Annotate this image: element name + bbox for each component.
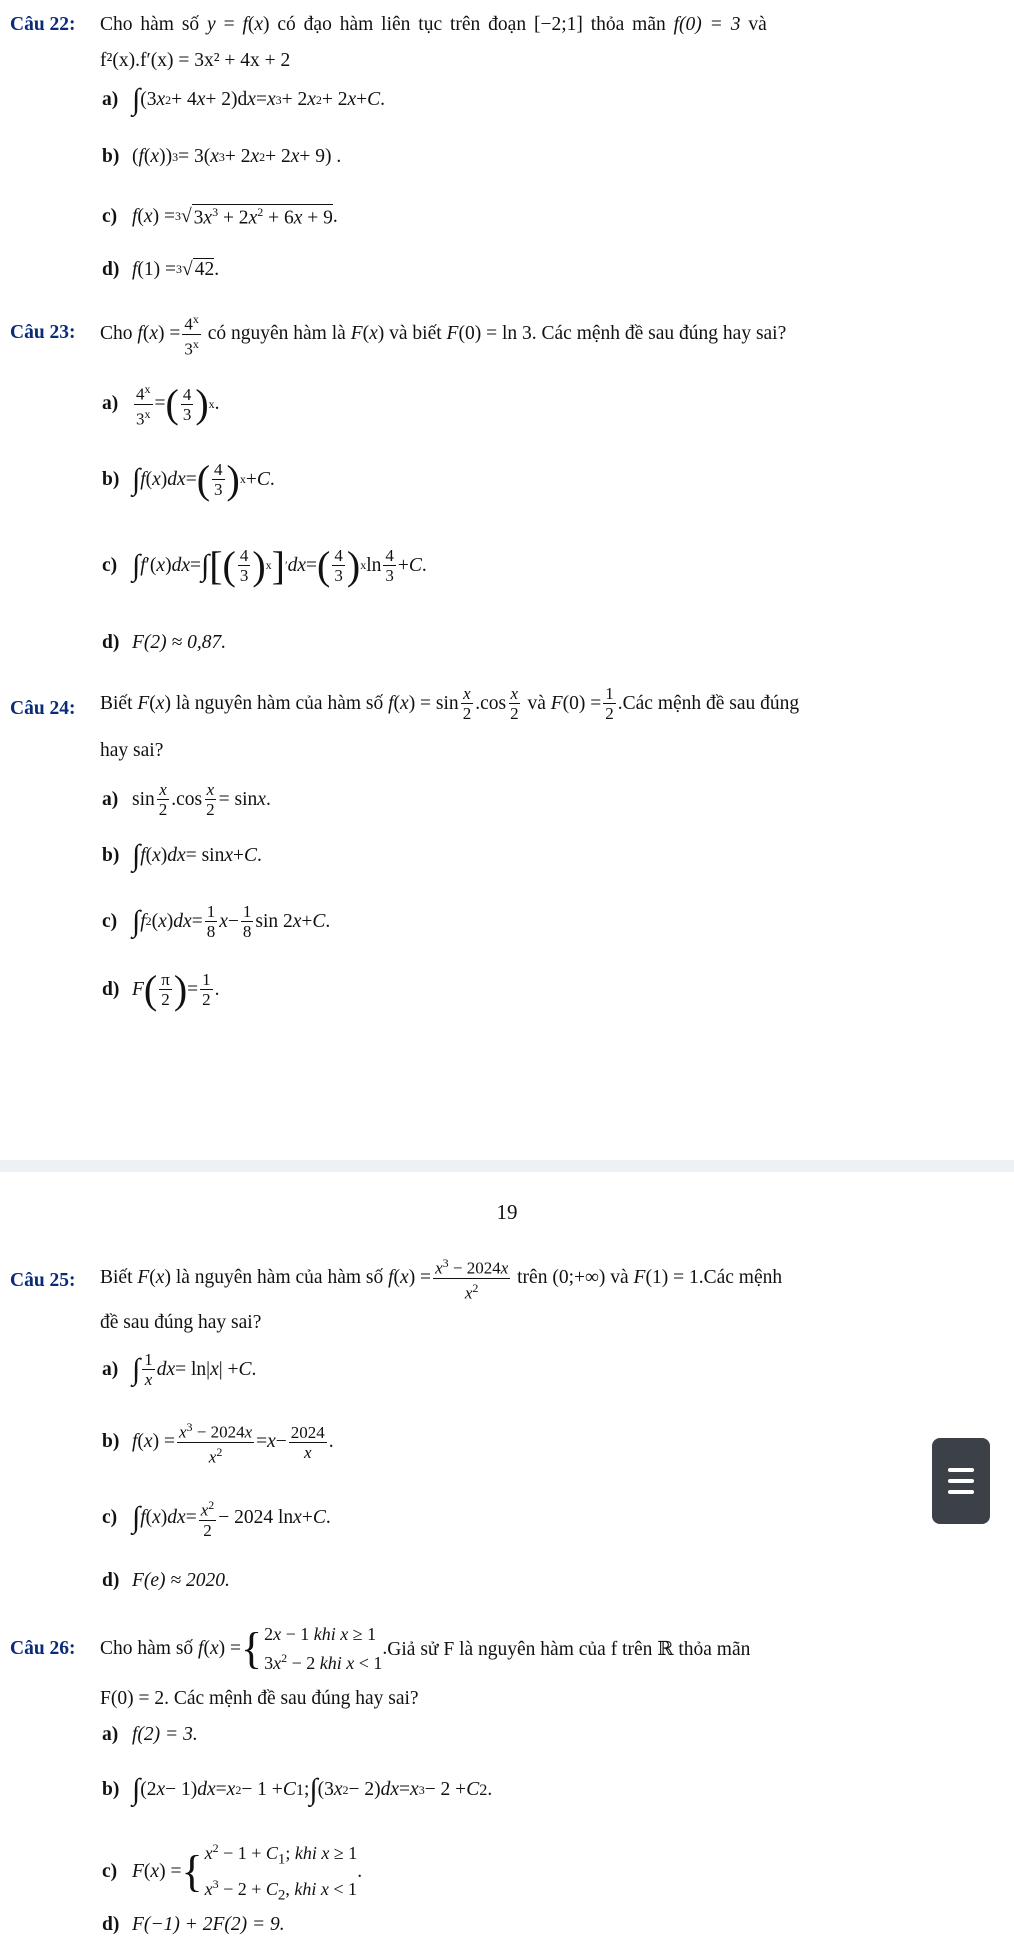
q25-option-d[interactable]: d) F(e) ≈ 2020. [102, 1570, 230, 1591]
q22-option-d[interactable]: d) f (1) = 3 √ 42 . [102, 258, 220, 280]
q24-label: Câu 24: [10, 698, 76, 719]
q25-option-b[interactable]: b) f ( x ) = $\frac{x^3 - 2024x}{x^2}$ = x − $\frac{2024}{x}$ . [102, 1420, 334, 1467]
menu-icon-bar [948, 1468, 974, 1472]
q23-option-c[interactable]: c) ∫ f ′( x ) dx = ∫ [ ( $\frac{4}{3}$ ) x ] ′ dx = ( $\frac{4}{3}$ ) x ln $\frac{4}{3}$ + C . [102, 542, 427, 588]
q25-option-c[interactable]: c) ∫ f ( x ) dx = $\frac{x^2}{2}$ − 2024 ln x + C . [102, 1498, 331, 1540]
q26-option-c[interactable]: c) F ( x ) = { $x^2 - 1 + C_1$; khi x ≥ 1 $x^3 - 2 + C_2$, khi x < 1 . [102, 1841, 363, 1904]
q23-label: Câu 23: [10, 322, 76, 343]
page-separator [0, 1160, 1014, 1172]
q23-option-b[interactable]: b) ∫ f ( x ) dx = ( $\frac{4}{3}$ ) x + C . [102, 456, 275, 502]
q23-option-d[interactable]: d) F(2) ≈ 0,87. [102, 632, 227, 653]
menu-button[interactable] [932, 1438, 990, 1524]
q24-option-d[interactable]: d) F ( $\frac{\pi}{2}$ ) = $\frac{1}{2}$ . [102, 966, 220, 1012]
q24-option-b[interactable]: b) ∫ f ( x ) dx = sin x + C . [102, 839, 262, 872]
q25-option-a[interactable]: a) ∫ $\frac{1}{x}$ dx = ln| x | + C . [102, 1350, 257, 1389]
q23-stem: Cho f ( x ) = $\frac{4^x}{3^x}$ có nguyên hàm là F ( x ) và biết F (0) = ln 3. Các mệnh đề sau đúng hay sai? [100, 312, 787, 359]
q26-stem: Cho hàm số f ( x ) = { 2x − 1 khi x ≥ 1 $3x^2 - 2$ khi x < 1 . Giả sử F là nguyên hàm của f trên ℝ thỏa mãn [100, 1623, 751, 1673]
q22-option-c[interactable]: c) f ( x ) = 3 √ $3x^3 + 2x^2 + 6x + 9$ . [102, 205, 338, 229]
menu-icon-bar [948, 1479, 974, 1483]
menu-icon-bar [948, 1490, 974, 1494]
q22-label: Câu 22: [10, 14, 76, 35]
q26-stem-continued: F(0) = 2. Các mệnh đề sau đúng hay sai? [100, 1688, 419, 1709]
q23-option-a[interactable]: a) $\frac{4^x}{3^x}$ = ( $\frac{4}{3}$ ) x . [102, 381, 220, 429]
q24-stem: Biết F ( x ) là nguyên hàm của hàm số f ( x ) = sin $\frac{x}{2}$ .cos $\frac{x}{2}$ và F (0) = $\frac{1}{2}$ . Các mệnh đề sau đúng [100, 684, 800, 723]
q22-stem: Cho hàm số y = f(x) có đạo hàm liên tục trên đoạn [−2;1] thỏa mãn f(0) = 3 và [100, 14, 767, 35]
q22-option-a[interactable]: a) ∫ (3 x 2 + 4 x + 2)d x = x 3 + 2 x 2 + 2 x + C . [102, 83, 386, 116]
q26-option-a[interactable]: a) f(2) = 3. [102, 1724, 198, 1745]
q24-option-a[interactable]: a) sin $\frac{x}{2}$ .cos $\frac{x}{2}$ = sin x . [102, 780, 271, 819]
page-number: 19 [496, 1200, 518, 1224]
q25-stem-continued: đề sau đúng hay sai? [100, 1312, 262, 1333]
q25-label: Câu 25: [10, 1270, 76, 1291]
q25-stem: Biết F ( x ) là nguyên hàm của hàm số f ( x ) = $\frac{x^3 - 2024x}{x^2}$ trên (0;+∞) và F (1) = 1. Các mệnh [100, 1256, 783, 1303]
q26-option-d[interactable]: d) F(−1) + 2F(2) = 9. [102, 1914, 285, 1935]
q26-option-b[interactable]: b) ∫ (2 x − 1) dx = x 2 − 1 + C 1 ; ∫ (3 x 2 − 2) dx = x 3 − 2 + C 2 . [102, 1773, 493, 1806]
q24-stem-continued: hay sai? [100, 740, 164, 761]
q22-option-b[interactable]: b) ( f ( x )) 3 = 3( x 3 + 2 x 2 + 2 x + 9) . [102, 146, 342, 167]
q26-label: Câu 26: [10, 1638, 76, 1659]
q24-option-c[interactable]: c) ∫ f 2 ( x ) dx = $\frac{1}{8}$ x − $\frac{1}{8}$ sin 2 x + C . [102, 902, 331, 941]
q22-equation: f²(x).f′(x) = 3x² + 4x + 2 [100, 50, 291, 71]
